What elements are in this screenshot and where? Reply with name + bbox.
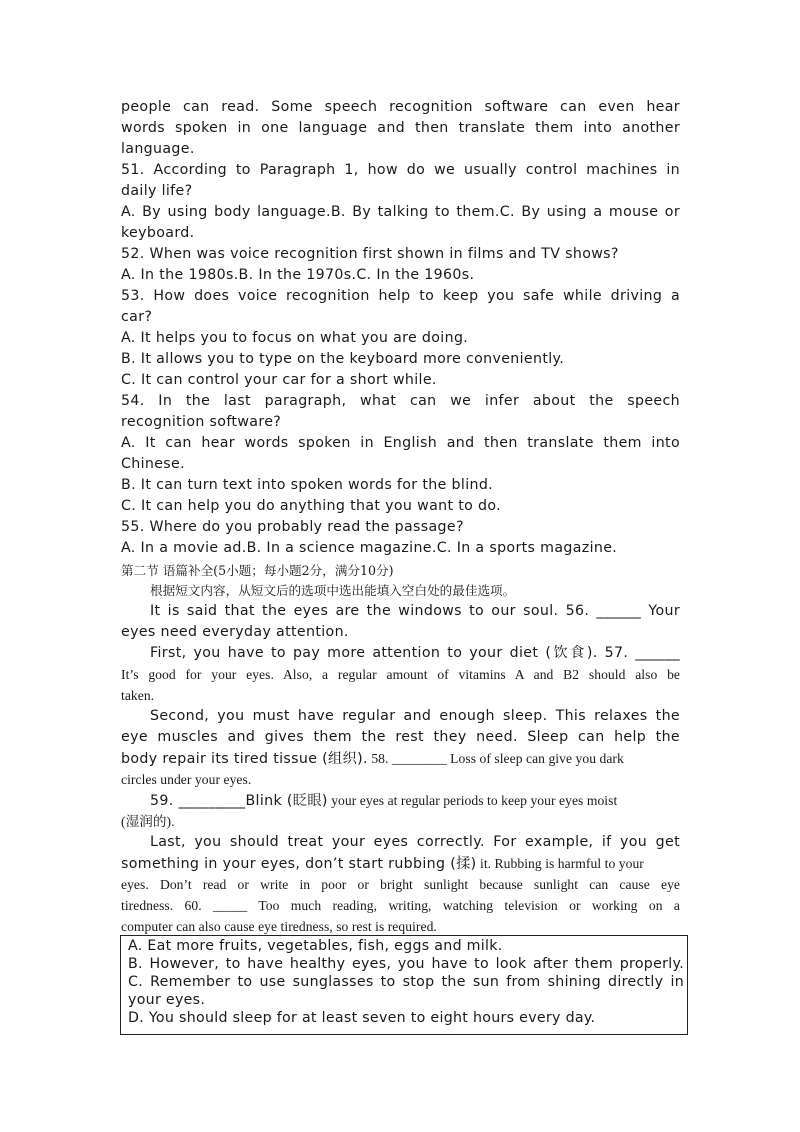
question-53-stem: car?	[121, 309, 153, 325]
question-51-stem: 51. According to Paragraph 1, how do we usually control machines in	[121, 162, 680, 178]
question-52-stem: 52. When was voice recognition first shown in films and TV shows?	[121, 246, 619, 262]
section-instruction: 根据短文内容，从短文后的选项中选出能填入空白处的最佳选项。	[150, 583, 516, 598]
passage-text: something in your eyes, don’t start rubbing (揉)	[121, 856, 477, 872]
passage-line: It is said that the eyes are the windows to our soul. 56. ______ Your	[150, 603, 680, 619]
question-53-stem: 53. How does voice recognition help to keep you safe while driving a	[121, 288, 680, 304]
question-53-option-c: C. It can control your car for a short while.	[121, 372, 437, 388]
question-55-options: A. In a movie ad.B. In a science magazine.C. In a sports magazine.	[121, 540, 618, 556]
question-52-options: A. In the 1980s.B. In the 1970s.C. In the 1960s.	[121, 267, 475, 283]
option-c: C. Remember to use sunglasses to stop the sun from shining directly in	[128, 974, 684, 990]
passage-text: your eyes at regular periods to keep your eyes moist	[327, 793, 618, 808]
passage-line: people can read. Some speech recognition software can even hear	[121, 99, 680, 115]
option-b: B. However, to have healthy eyes, you have to look after them properly.	[128, 956, 684, 972]
passage-line	[150, 790, 680, 812]
passage-line	[121, 853, 680, 875]
passage-line: (湿润的).	[121, 814, 175, 829]
passage-line: circles under your eyes.	[121, 772, 252, 787]
question-51-options: A. By using body language.B. By talking to them.C. By using a mouse or	[121, 204, 680, 220]
passage-line: eyes. Don’t read or write in poor or bright sunlight because sunlight can cause eye	[121, 877, 680, 892]
question-51-options: keyboard.	[121, 225, 195, 241]
passage-line: eye muscles and gives them the rest they need. Sleep can help the	[121, 729, 680, 745]
option-d: D. You should sleep for at least seven to eight hours every day.	[128, 1010, 596, 1026]
passage-line: It’s good for your eyes. Also, a regular amount of vitamins A and B2 should also be	[121, 667, 680, 682]
option-c: your eyes.	[128, 992, 206, 1008]
question-54-stem: 54. In the last paragraph, what can we infer about the speech	[121, 393, 680, 409]
passage-text: 58. ________ Loss of sleep can give you dark	[367, 751, 624, 766]
passage-line: language.	[121, 141, 195, 157]
passage-text: it. Rubbing is harmful to your	[476, 856, 644, 871]
question-53-option-b: B. It allows you to type on the keyboard more conveniently.	[121, 351, 565, 367]
option-a: A. Eat more fruits, vegetables, fish, eggs and milk.	[128, 938, 503, 954]
passage-line: First, you have to pay more attention to your diet (饮食). 57. ______	[150, 645, 680, 661]
question-54-option-b: B. It can turn text into spoken words for the blind.	[121, 477, 494, 493]
question-54-option-a: A. It can hear words spoken in English and then translate them into	[121, 435, 680, 451]
passage-line	[121, 748, 680, 770]
section-title: 第二节 语篇补全(5小题；每小题2分，满分10分)	[121, 563, 394, 578]
passage-line: Last, you should treat your eyes correctly. For example, if you get	[150, 834, 680, 850]
question-54-option-c: C. It can help you do anything that you want to do.	[121, 498, 502, 514]
question-51-stem: daily life?	[121, 183, 193, 199]
passage-line: words spoken in one language and then translate them into another	[121, 120, 680, 136]
passage-line: computer can also cause eye tiredness, so rest is required.	[121, 919, 437, 934]
passage-line: Second, you must have regular and enough sleep. This relaxes the	[150, 708, 680, 724]
passage-text: 59. _________Blink (眨眼)	[150, 793, 328, 809]
question-54-option-a: Chinese.	[121, 456, 185, 472]
passage-line: tiredness. 60. _____ Too much reading, writing, watching television or working on a	[121, 898, 680, 913]
question-55-stem: 55. Where do you probably read the passage?	[121, 519, 464, 535]
passage-line: taken.	[121, 688, 155, 703]
question-54-stem: recognition software?	[121, 414, 282, 430]
passage-text: body repair its tired tissue (组织).	[121, 751, 368, 767]
question-53-option-a: A. It helps you to focus on what you are doing.	[121, 330, 469, 346]
passage-line: eyes need everyday attention.	[121, 624, 349, 640]
